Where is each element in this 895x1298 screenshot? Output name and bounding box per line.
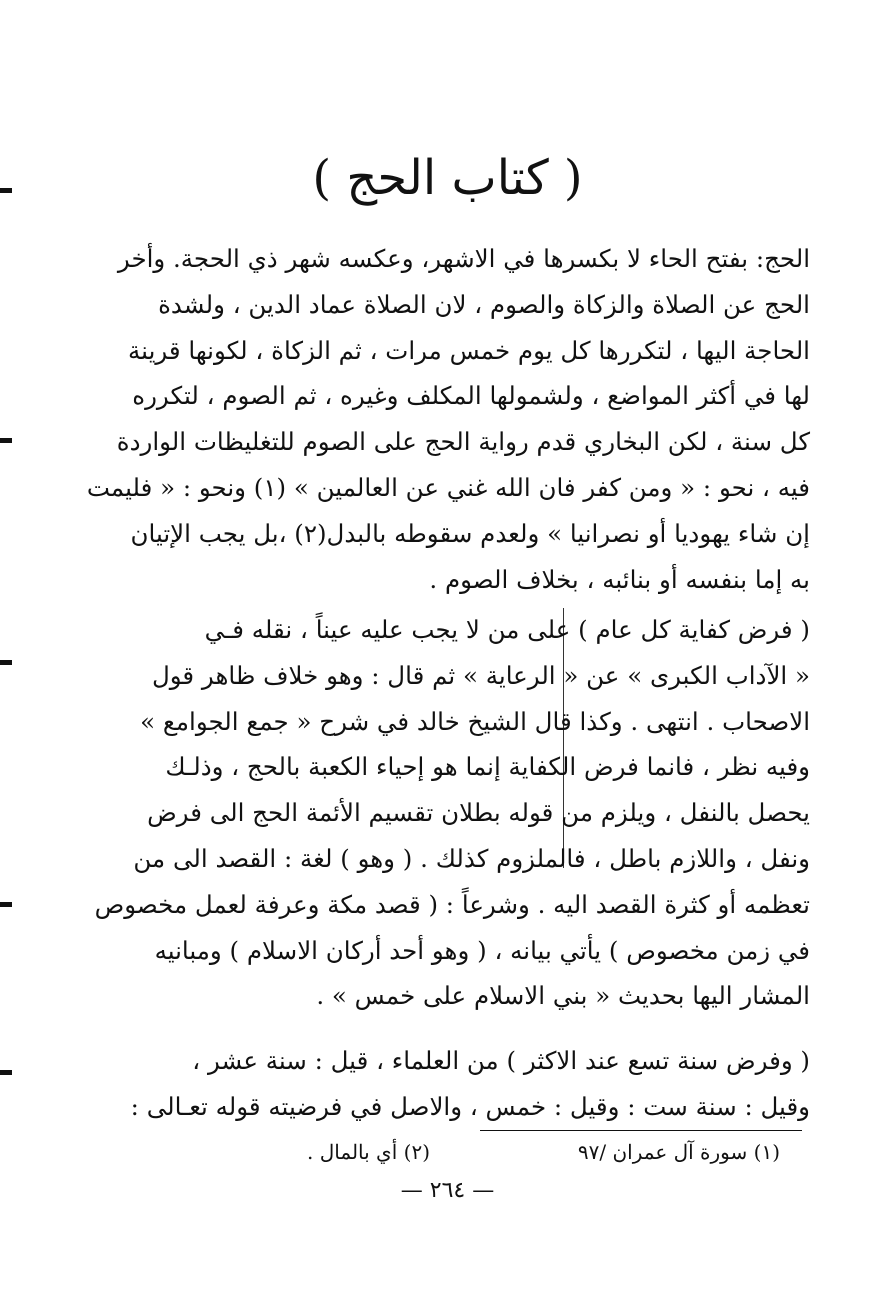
margin-mark: [0, 1070, 12, 1075]
text-line: ونفل ، واللازم باطل ، فالملزوم كذلك . ( وهو ) لغة : القصد الى من: [133, 843, 810, 873]
text-line: الحج: بفتح الحاء لا بكسرها في الاشهر، وعكسه شهر ذي الحجة. وأخر: [117, 244, 810, 273]
footnote-2: (٢) أي بالمال .: [307, 1140, 430, 1164]
text-line: في زمن مخصوص ) يأتي بيانه ، ( وهو أحد أركان الاسلام ) ومبانيه: [154, 935, 810, 965]
page-number: — ٢٦٤ —: [400, 1178, 495, 1203]
text-line: وقيل : سنة ست : وقيل : خمس ، والاصل في فرضيته قوله تعـالى :: [130, 1091, 810, 1121]
text-line: به إما بنفسه أو بنائبه ، بخلاف الصوم .: [429, 564, 810, 594]
margin-mark: [0, 438, 12, 443]
footnote-1: (١) سورة آل عمران /٩٧: [577, 1140, 780, 1164]
chapter-title: ( كتاب الحج ): [312, 150, 583, 206]
text-line: إن شاء يهوديا أو نصرانيا » ولعدم سقوطه بالبدل(٢) ،بل يجب الإتيان: [130, 518, 810, 548]
text-line: كل سنة ، لكن البخاري قدم رواية الحج على الصوم للتغليظات الواردة: [116, 427, 810, 457]
text-line: ( فرض كفاية كل عام ) على من لا يجب عليه عيناً ، نقله فـي: [204, 615, 810, 644]
text-line: لها في أكثر المواضع ، ولشمولها المكلف وغيره ، ثم الصوم ، لتكرره: [132, 381, 810, 411]
text-line: تعظمه أو كثرة القصد اليه . وشرعاً : ( قصد مكة وعرفة لعمل مخصوص: [94, 889, 810, 919]
text-line: فيه ، نحو : « ومن كفر فان الله غني عن العالمين » (١) ونحو : « فليمت: [86, 472, 810, 502]
footnote-separator: [480, 1130, 802, 1131]
paragraph-3: [130, 1038, 810, 1130]
text-line: يحصل بالنفل ، ويلزم من قوله بطلان تقسيم الأئمة الحج الى فرض: [147, 798, 810, 828]
text-line: وفيه نظر ، فانما فرض الكفاية إنما هو إحياء الكعبة بالحج ، وذلـك: [165, 752, 810, 782]
paragraph-1: [86, 236, 810, 602]
margin-mark: [0, 660, 12, 665]
margin-mark: [0, 902, 12, 907]
paragraph-2: [94, 607, 810, 1019]
text-line: الحاجة اليها ، لتكررها كل يوم خمس مرات ، ثم الزكاة ، لكونها قرينة: [128, 335, 810, 365]
text-line: الاصحاب . انتهى . وكذا قال الشيخ خالد في شرح « جمع الجوامع »: [140, 706, 810, 736]
text-line: الحج عن الصلاة والزكاة والصوم ، لان الصلاة عماد الدين ، ولشدة: [158, 289, 810, 319]
text-line: المشار اليها بحديث « بني الاسلام على خمس » .: [316, 981, 810, 1011]
text-line: ( وفرض سنة تسع عند الاكثر ) من العلماء ، قيل : سنة عشر ،: [192, 1046, 810, 1075]
text-line: « الآداب الكبرى » عن « الرعاية » ثم قال : وهو خلاف ظاهر قول: [151, 660, 810, 690]
